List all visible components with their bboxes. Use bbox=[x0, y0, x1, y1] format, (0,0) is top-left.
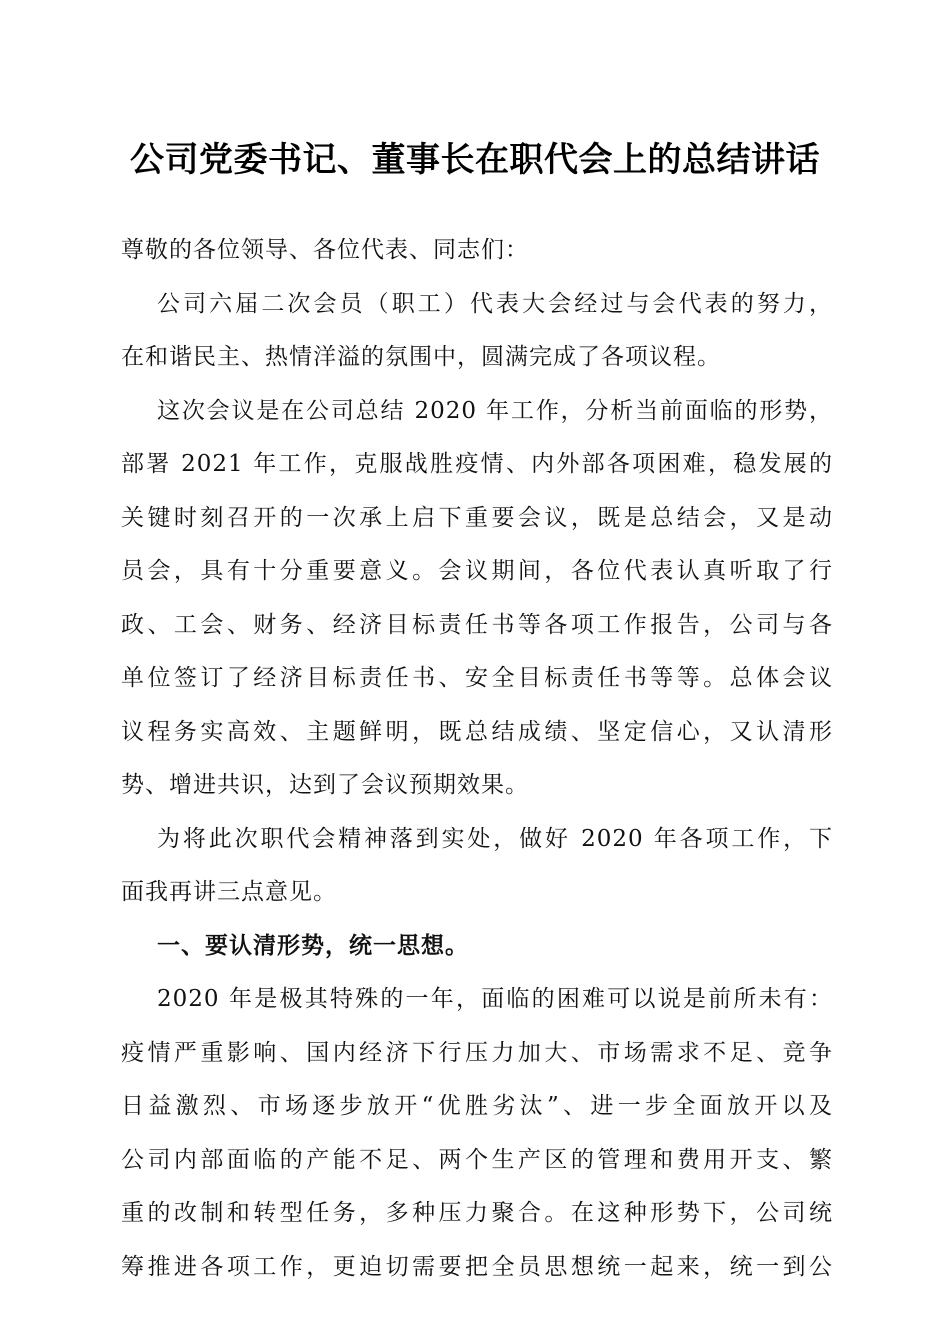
page-title: 公司党委书记、董事长在职代会上的总结讲话 bbox=[130, 140, 820, 180]
text-line: 势、增进共识，达到了会议预期效果。 bbox=[121, 772, 529, 798]
text-line: 公司内部面临的产能不足、两个生产区的管理和费用开支、繁 bbox=[121, 1146, 833, 1173]
paragraph-2 bbox=[121, 395, 833, 823]
text-line: 为将此次职代会精神落到实处，做好 2020 年各项工作，下 bbox=[157, 825, 833, 852]
document-body bbox=[121, 234, 833, 1304]
section-heading-1: 一、要认清形势，统一思想。 bbox=[157, 932, 469, 959]
text-line: 员会，具有十分重要意义。会议期间，各位代表认真听取了行 bbox=[121, 558, 833, 584]
text-line: 议程务实高效、主题鲜明，既总结成绩、坚定信心，又认清形 bbox=[121, 718, 833, 745]
text-line: 公司六届二次会员（职工）代表大会经过与会代表的努力， bbox=[157, 290, 833, 317]
text-line: 2020 年是极其特殊的一年，面临的困难可以说是前所未有： bbox=[157, 986, 833, 1012]
text-line: 日益激烈、市场逐步放开“优胜劣汰”、进一步全面放开以及 bbox=[121, 1093, 833, 1119]
text-line: 关键时刻召开的一次承上启下重要会议，既是总结会，又是动 bbox=[121, 504, 833, 531]
text-line: 疫情严重影响、国内经济下行压力加大、市场需求不足、竞争 bbox=[121, 1039, 833, 1066]
salutation: 尊敬的各位领导、各位代表、同志们： bbox=[121, 237, 529, 263]
text-line: 这次会议是在公司总结 2020 年工作，分析当前面临的形势， bbox=[157, 397, 833, 424]
paragraph-1 bbox=[121, 288, 833, 395]
paragraph-4 bbox=[121, 983, 833, 1304]
text-line: 单位签订了经济目标责任书、安全目标责任书等等。总体会议 bbox=[121, 665, 833, 691]
text-line: 部署 2021 年工作，克服战胜疫情、内外部各项困难，稳发展的 bbox=[121, 451, 833, 477]
text-line: 重的改制和转型任务，多种压力聚合。在这种形势下，公司统 bbox=[121, 1200, 833, 1226]
text-line: 在和谐民主、热情洋溢的氛围中，圆满完成了各项议程。 bbox=[121, 344, 721, 370]
text-line: 面我再讲三点意见。 bbox=[121, 879, 337, 905]
text-line: 政、工会、财务、经济目标责任书等各项工作报告，公司与各 bbox=[121, 611, 833, 638]
text-line: 筹推进各项工作，更迫切需要把全员思想统一起来，统一到公 bbox=[121, 1253, 833, 1280]
paragraph-3 bbox=[121, 823, 833, 930]
